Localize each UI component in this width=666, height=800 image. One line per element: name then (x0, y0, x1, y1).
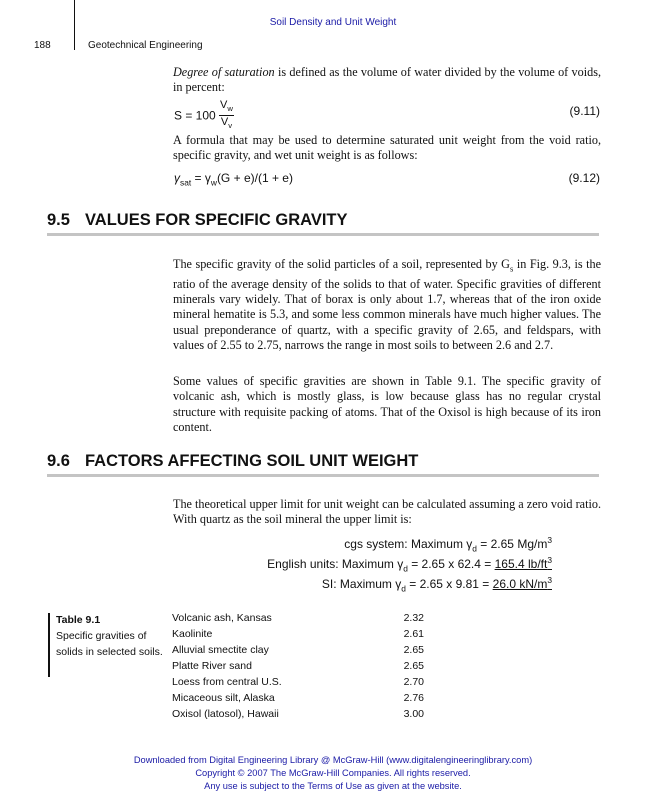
table-cell-value: 2.76 (403, 692, 424, 704)
section-9-6-number: 9.6 (47, 452, 70, 470)
eq2-sub-sat: sat (180, 177, 192, 188)
table-cell-soil: Volcanic ash, Kansas (172, 612, 272, 624)
saturated-unit-weight-paragraph: A formula that may be used to determine saturated unit weight from the void ratio, specific gravity, and wet unit weight is as follows: (173, 133, 601, 163)
section-9-5-rule (47, 233, 599, 236)
table-cell-soil: Kaolinite (172, 628, 213, 640)
english-equation (267, 555, 552, 573)
equation-9-11 (174, 99, 234, 132)
eng-result (495, 557, 552, 571)
eq1-numerator: V (220, 99, 228, 111)
sg-sub-s: s (509, 263, 514, 274)
si-sub-d: d (401, 583, 406, 594)
table-label: Table 9.1 (56, 614, 101, 626)
eq2-sub-w: w (210, 177, 217, 188)
si-sup-3: 3 (547, 575, 552, 585)
section-9-6-heading (47, 452, 418, 471)
si-label: SI: Maximum γ (321, 577, 402, 591)
section-9-6-rule (47, 474, 599, 477)
si-result (493, 577, 552, 591)
table-cell-value: 2.70 (403, 676, 424, 688)
table-row (172, 612, 424, 628)
footer-copyright: Copyright © 2007 The McGraw-Hill Companies. All rights reserved. (195, 768, 471, 778)
eq1-fraction (219, 99, 234, 132)
eq2-number: (9.12) (568, 171, 600, 185)
unit-weight-paragraph: The theoretical upper limit for unit weight can be calculated assuming a zero void ratio. With quartz as the soil mineral the upper limit is: (173, 497, 601, 527)
si-value-b: 26.0 kN/m (492, 577, 548, 591)
saturation-text: is defined as the volume of water divided by the volume of voids, in percent: (173, 65, 601, 95)
specific-gravity-values-paragraph: Some values of specific gravities are shown in Table 9.1. The specific gravity of volcanic ash, which is mostly glass, is low because glass has no regular crystal structure with requisite packing of atoms. That of the Oxisol is high because of its iron content. (173, 374, 601, 434)
eq1-lhs: S = 100 (174, 108, 216, 123)
section-9-5-heading (47, 211, 348, 230)
page-number: 188 (34, 40, 51, 51)
table-cell-value: 2.32 (403, 612, 424, 624)
si-value-a: = 2.65 x 9.81 = (405, 577, 493, 591)
sg-text-a: The specific gravity of the solid particles of a soil, represented by G (173, 257, 510, 271)
cgs-sub-d: d (472, 543, 477, 554)
section-9-6-title: FACTORS AFFECTING SOIL UNIT WEIGHT (85, 452, 419, 470)
header-divider (74, 0, 75, 50)
table-caption-text: Specific gravities of solids in selected soils. (56, 630, 163, 658)
table-cell-soil: Micaceous silt, Alaska (172, 692, 275, 704)
eq1-numerator-sub: w (227, 104, 233, 114)
eq2-gamma: γ (174, 171, 180, 185)
table-row (172, 676, 424, 692)
section-9-5-number: 9.5 (47, 211, 70, 229)
eq1-number: (9.11) (569, 104, 600, 118)
table-cell-value: 2.61 (403, 628, 424, 640)
eng-sup-3: 3 (547, 555, 552, 565)
eq1-denominator: V (220, 116, 229, 129)
footer-terms[interactable]: Any use is subject to the Terms of Use as given at the website. (204, 781, 462, 791)
eng-label: English units: Maximum γ (267, 557, 404, 571)
eng-value-a: = 2.65 x 62.4 = (407, 557, 495, 571)
table-cell-soil: Alluvial smectite clay (172, 644, 269, 656)
table-cell-soil: Loess from central U.S. (172, 676, 282, 688)
table-row (172, 644, 424, 660)
table-cell-soil: Platte River sand (172, 660, 252, 672)
si-equation (322, 575, 552, 593)
cgs-sup-3: 3 (547, 535, 552, 545)
table-row (172, 628, 424, 644)
equation-9-12 (174, 171, 293, 187)
eq2-rest: (G + e)/(1 + e) (216, 171, 293, 185)
table-cell-value: 2.65 (403, 660, 424, 672)
table-caption (56, 612, 166, 660)
cgs-label: cgs system: Maximum γ (344, 537, 473, 551)
saturation-term: Degree of saturation (173, 65, 275, 79)
table-cell-soil: Oxisol (latosol), Hawaii (172, 708, 279, 720)
table-cell-value: 3.00 (403, 708, 424, 720)
cgs-equation (344, 535, 552, 553)
table-row (172, 660, 424, 676)
eng-value-b: 165.4 lb/ft (494, 557, 548, 571)
cgs-value: = 2.65 Mg/m (476, 537, 548, 551)
eq1-denominator-sub: v (228, 121, 233, 131)
eng-sub-d: d (403, 563, 408, 574)
specific-gravity-paragraph (173, 257, 601, 353)
book-title: Geotechnical Engineering (88, 40, 203, 51)
footer-download-notice[interactable]: Downloaded from Digital Engineering Library @ McGraw-Hill (www.digitalengineeringlibrary.com) (133, 755, 533, 765)
table-sidebar-bar (48, 613, 50, 677)
section-9-5-title: VALUES FOR SPECIFIC GRAVITY (85, 211, 348, 229)
saturation-paragraph (173, 65, 601, 96)
eq2-gamma-w: = γ (191, 171, 211, 185)
table-row (172, 692, 424, 708)
sg-text-b: in Fig. 9.3, is the ratio of the average density of the solids to that of water. Specific gravities of different minerals vary widely. That of borax is only about 1.7, whereas that of the iron oxide mineral hematite is 5.3, and some less common minerals have much higher values. The usual preponderance of quartz, with a specific gravity of 2.65, and feldspars, with values of 2.55 to 2.75, narrows the range in most soils to between 2.6 and 2.7. (173, 257, 601, 352)
table-cell-value: 2.65 (403, 644, 424, 656)
running-title: Soil Density and Unit Weight (269, 17, 397, 28)
table-row (172, 708, 424, 724)
